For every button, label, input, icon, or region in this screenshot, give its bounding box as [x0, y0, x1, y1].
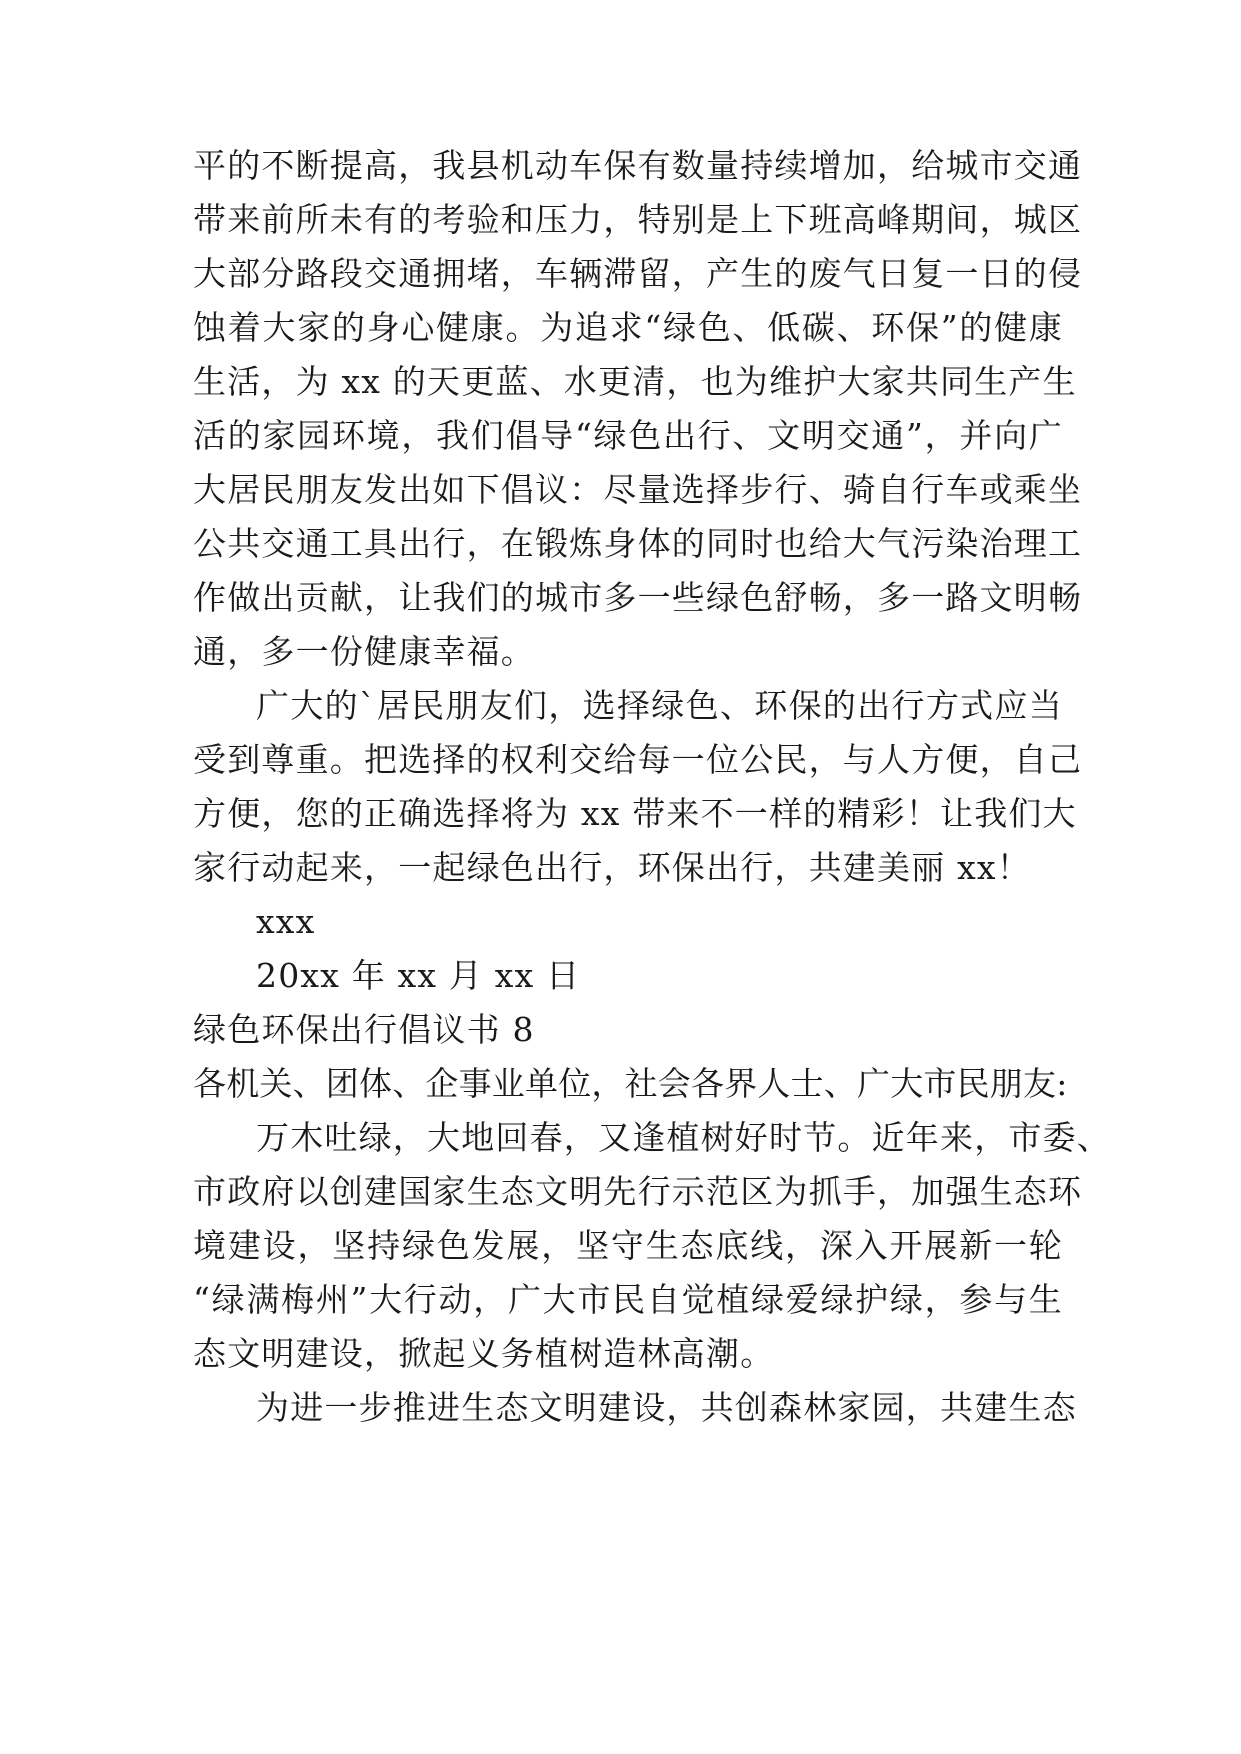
salutation-line: 各机关、团体、企事业单位，社会各界人士、广大市民朋友:: [193, 1064, 1068, 1103]
signature-date: 20xx 年 xx 月 xx 日: [256, 956, 581, 995]
paragraph-line: 大居民朋友发出如下倡议：尽量选择步行、骑自行车或乘坐: [193, 470, 1083, 509]
paragraph-first-line: 广大的`居民朋友们，选择绿色、环保的出行方式应当: [256, 686, 1063, 725]
paragraph-line: 通，多一份健康幸福。: [193, 632, 535, 671]
paragraph-line: 市政府以创建国家生态文明先行示范区为抓手，加强生态环: [193, 1172, 1083, 1211]
paragraph-line: 带来前所未有的考验和压力，特别是上下班高峰期间，城区: [193, 200, 1083, 239]
section-title: 绿色环保出行倡议书 8: [193, 1010, 535, 1049]
paragraph-line: 大部分路段交通拥堵，车辆滞留，产生的废气日复一日的侵: [193, 254, 1083, 293]
paragraph-line: 公共交通工具出行，在锻炼身体的同时也给大气污染治理工: [193, 524, 1083, 563]
paragraph-line: “绿满梅州”大行动，广大市民自觉植绿爱绿护绿，参与生: [193, 1280, 1063, 1319]
paragraph-line: 活的家园环境，我们倡导“绿色出行、文明交通”，并向广: [193, 416, 1063, 455]
signature-name: xxx: [256, 902, 316, 941]
paragraph-first-line: 万木吐绿，大地回春，又逢植树好时节。近年来，市委、: [256, 1118, 1111, 1157]
paragraph-line: 方便，您的正确选择将为 xx 带来不一样的精彩！让我们大: [193, 794, 1077, 833]
paragraph-line: 蚀着大家的身心健康。为追求“绿色、低碳、环保”的健康: [193, 308, 1063, 347]
paragraph-line: 作做出贡献，让我们的城市多一些绿色舒畅，多一路文明畅: [193, 578, 1083, 617]
paragraph-line: 生活，为 xx 的天更蓝、水更清，也为维护大家共同生产生: [193, 362, 1077, 401]
paragraph-first-line: 为进一步推进生态文明建设，共创森林家园，共建生态: [256, 1388, 1077, 1427]
paragraph-line: 平的不断提高，我县机动车保有数量持续增加，给城市交通: [193, 146, 1083, 185]
paragraph-line: 境建设，坚持绿色发展，坚守生态底线，深入开展新一轮: [193, 1226, 1063, 1265]
paragraph-line: 态文明建设，掀起义务植树造林高潮。: [193, 1334, 775, 1373]
paragraph-line: 家行动起来，一起绿色出行，环保出行，共建美丽 xx！: [193, 848, 1031, 887]
paragraph-line: 受到尊重。把选择的权利交给每一位公民，与人方便，自己: [193, 740, 1083, 779]
